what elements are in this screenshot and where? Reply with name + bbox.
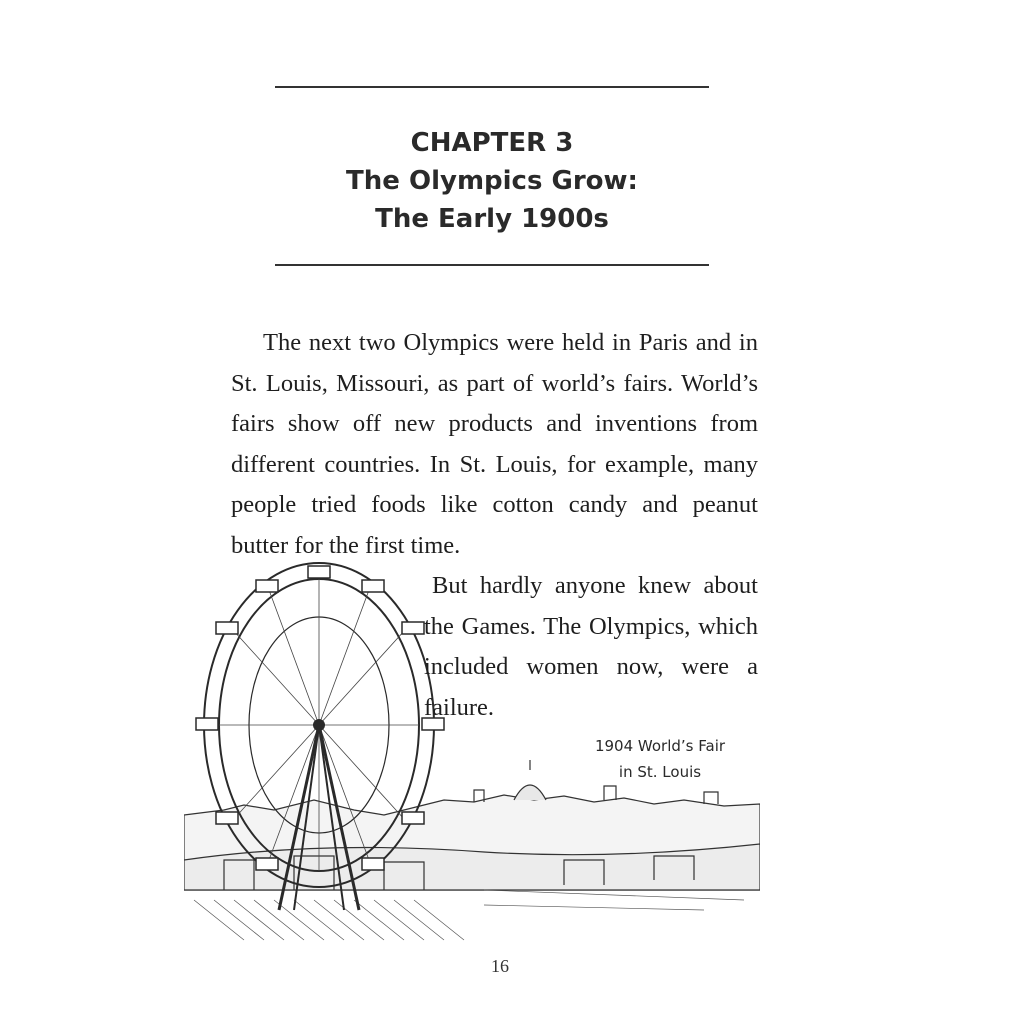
chapter-heading <box>275 124 709 238</box>
paragraph-1: The next two Olympics were held in Paris and in St. Louis, Missouri, as part of world’s fairs. World’s fairs show off new products and inventions from different countries. In St. Louis, for example, many people tried foods like cotton candy and peanut butter for the first time. <box>231 329 758 559</box>
illustration-caption <box>570 733 750 785</box>
bottom-rule <box>275 264 709 266</box>
caption-line-1: 1904 World’s Fair <box>594 737 726 755</box>
hatching <box>194 890 744 940</box>
chapter-label: CHAPTER 3 <box>410 128 574 158</box>
caption-line-2: in St. Louis <box>618 763 702 781</box>
page-number: 16 <box>491 956 509 976</box>
chapter-title-line-1: The Olympics Grow: <box>346 166 638 196</box>
chapter-title-line-2: The Early 1900s <box>375 204 609 234</box>
paragraph-2: But hardly anyone knew about the Games. The Olympics, which included women now, were a failure. <box>424 572 758 721</box>
top-rule <box>275 86 709 88</box>
